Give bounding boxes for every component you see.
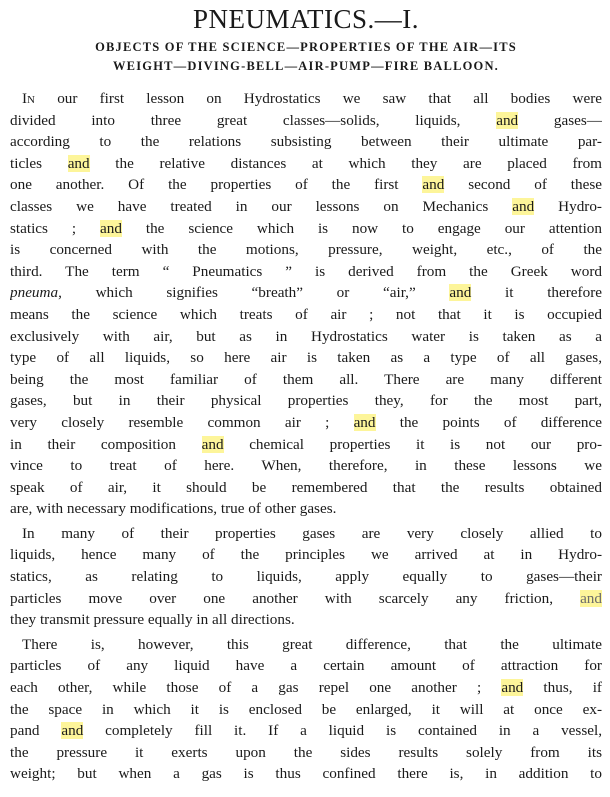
- highlight-and: and: [422, 176, 445, 194]
- highlight-and: and: [580, 589, 602, 607]
- text-line: they transmit pressure equally in all directions.: [10, 611, 295, 629]
- text-line: There is, however, this great difference, that the ultimate: [22, 635, 602, 653]
- text-line: being the most familiar of them all. There are many different: [10, 370, 602, 388]
- paragraph-1: [10, 88, 602, 520]
- highlight-and: and: [449, 284, 472, 302]
- paragraph-3: [10, 634, 602, 785]
- text-line: according to the relations subsisting between their ultimate par-: [10, 133, 602, 151]
- text-line: In many of their properties gases are very closely allied to: [22, 524, 602, 542]
- text-line: In our first lesson on Hydrostatics we saw that all bodies were: [22, 90, 602, 107]
- text-line: in their composition and chemical properties it is not our pro-: [10, 435, 602, 453]
- text-line: divided into three great classes—solids, liquids, and gases—: [10, 111, 602, 129]
- text-line: particles move over one another with scarcely any friction, and: [10, 589, 602, 607]
- page-title: PNEUMATICS.—I.: [192, 4, 420, 34]
- text-line: the space in which it is enclosed be enlarged, it will at once ex-: [10, 700, 602, 718]
- text-line: gases, but in their physical properties they, for the most part,: [10, 392, 602, 410]
- highlight-and: and: [496, 111, 519, 129]
- text-line: statics ; and the science which is now to engage our attention: [10, 219, 602, 237]
- text-line: each other, while those of a gas repel one another ; and thus, if: [10, 679, 602, 697]
- text-line: statics, as relating to liquids, apply equally to gases—their: [10, 568, 602, 586]
- highlight-and: and: [201, 435, 224, 453]
- text-line: liquids, hence many of the principles we arrived at in Hydro-: [10, 546, 602, 564]
- subtitle-line: WEIGHT—DIVING-BELL—AIR-PUMP—FIRE BALLOON.: [112, 59, 500, 73]
- highlight-and: and: [67, 154, 90, 172]
- text-line: one another. Of the properties of the first and second of these: [10, 176, 602, 194]
- text-line: very closely resemble common air ; and the points of difference: [10, 413, 602, 431]
- subtitle-line: OBJECTS OF THE SCIENCE—PROPERTIES OF THE AIR—ITS: [95, 40, 517, 54]
- text-line: vince to treat of here. When, therefore, in these lessons we: [10, 457, 602, 475]
- highlight-and: and: [61, 722, 84, 740]
- text-line: weight; but when a gas is thus confined there is, in addition to: [10, 765, 602, 783]
- highlight-and: and: [512, 197, 535, 215]
- text-line: type of all liquids, so here air is taken as a type of all gases,: [10, 349, 602, 367]
- paragraph-2: [10, 523, 602, 631]
- article-body: [10, 88, 602, 785]
- text-line: speak of air, it should be remembered that the results obtained: [10, 478, 602, 496]
- text-line: ticles and the relative distances at which they are placed from: [10, 154, 602, 172]
- text-line: pand and completely fill it. If a liquid is contained in a vessel,: [10, 722, 602, 740]
- text-line: exclusively with air, but as in Hydrostatics water is taken as a: [10, 327, 602, 345]
- text-line: is concerned with the motions, pressure, weight, etc., of the: [10, 241, 602, 259]
- highlight-and: and: [100, 219, 122, 237]
- text-line: particles of any liquid have a certain amount of attraction for: [10, 657, 602, 675]
- highlight-and: and: [501, 679, 524, 697]
- text-line: third. The term “ Pneumatics ” is derived from the Greek word: [10, 262, 602, 280]
- text-line: means the science which treats of air ; not that it is occupied: [10, 305, 602, 323]
- text-line: classes we have treated in our lessons on Mechanics and Hydro-: [10, 197, 602, 215]
- text-line: are, with necessary modifications, true of other gases.: [10, 500, 337, 518]
- text-line: pneuma, which signifies “breath” or “air,” and it therefore: [10, 284, 602, 302]
- text-line: the pressure it exerts upon the sides results solely from its: [10, 743, 602, 761]
- highlight-and: and: [353, 413, 376, 431]
- section-subtitle: [10, 38, 602, 76]
